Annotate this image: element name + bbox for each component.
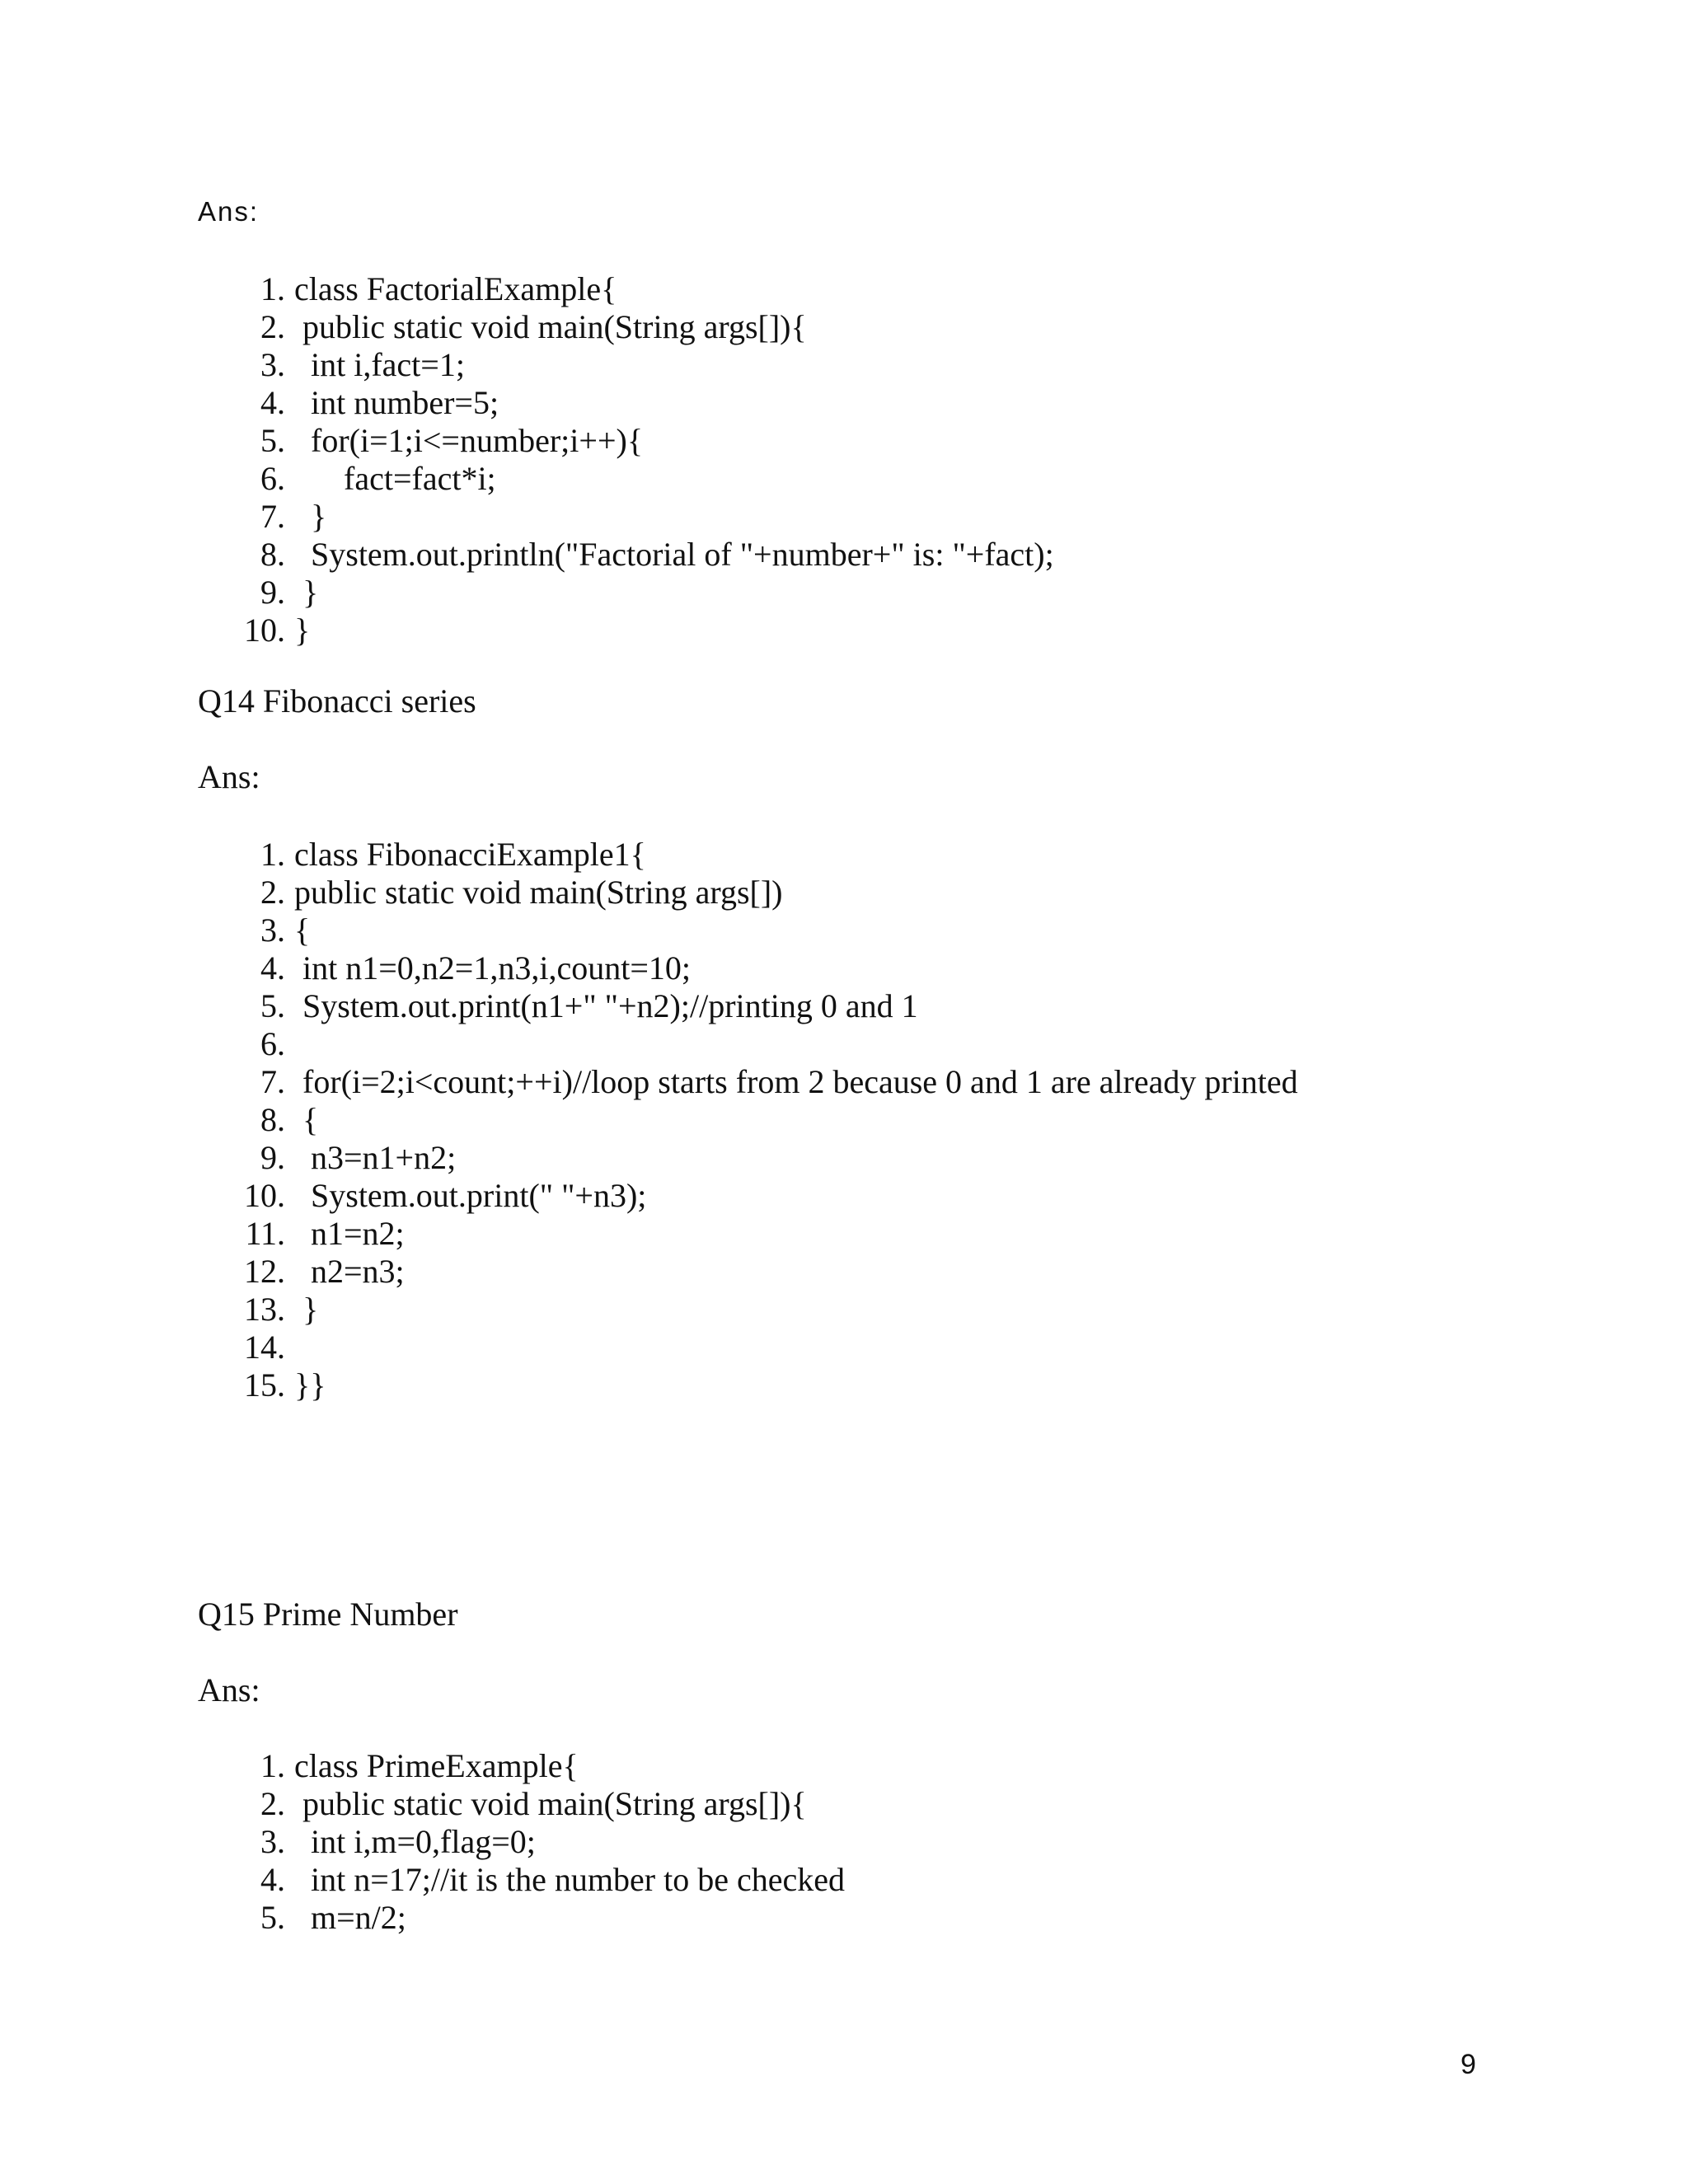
- line-number: 1.: [260, 1747, 285, 1784]
- code-text: }: [294, 612, 311, 649]
- code-text: m=n/2;: [294, 1899, 406, 1936]
- code-text: {: [294, 912, 311, 949]
- line-number: 8.: [260, 1101, 285, 1138]
- line-number: 9.: [260, 1139, 285, 1176]
- line-number: 7.: [260, 498, 285, 535]
- line-number: 10.: [244, 1177, 285, 1214]
- line-number: 5.: [260, 1899, 285, 1936]
- code-text: {: [294, 1101, 319, 1138]
- line-number: 1.: [260, 836, 285, 873]
- code-line: [198, 1025, 1599, 1063]
- answer-label-factorial: Ans:: [198, 196, 260, 227]
- line-number: 11.: [245, 1215, 285, 1252]
- code-text: int n1=0,n2=1,n3,i,count=10;: [294, 949, 691, 987]
- answer-label-q14: Ans:: [198, 758, 260, 795]
- code-text: }: [294, 1291, 319, 1328]
- code-text: int i,m=0,flag=0;: [294, 1823, 536, 1860]
- code-line: [198, 1823, 1599, 1861]
- line-number: 6.: [260, 1025, 285, 1062]
- line-number: 4.: [260, 949, 285, 987]
- line-number: 2.: [260, 874, 285, 911]
- line-number: 5.: [260, 422, 285, 459]
- line-number: 7.: [260, 1063, 285, 1100]
- fibonacci-code-listing: [198, 836, 1599, 1404]
- code-line: [198, 1139, 1599, 1177]
- line-number: 9.: [260, 574, 285, 611]
- line-number: 13.: [244, 1291, 285, 1328]
- code-line: [198, 1366, 1599, 1404]
- code-line: [198, 949, 1599, 987]
- code-text: System.out.print(" "+n3);: [294, 1177, 647, 1214]
- code-text: System.out.print(n1+" "+n2);//printing 0 and 1: [294, 987, 918, 1024]
- code-line: [198, 874, 1599, 912]
- line-number: 14.: [244, 1329, 285, 1366]
- code-line: [198, 1861, 1599, 1899]
- code-line: [198, 536, 1599, 574]
- code-line: [198, 836, 1599, 874]
- code-text: }: [294, 574, 319, 611]
- line-number: 6.: [260, 460, 285, 497]
- answer-label-q15: Ans:: [198, 1671, 260, 1708]
- code-line: [198, 422, 1599, 460]
- line-number: 3.: [260, 346, 285, 383]
- code-text: for(i=1;i<=number;i++){: [294, 422, 644, 459]
- question-title-q15: Q15 Prime Number: [198, 1596, 458, 1633]
- code-text: public static void main(String args[]){: [294, 1785, 807, 1822]
- code-line: [198, 612, 1599, 649]
- prime-code-listing: [198, 1747, 1599, 1937]
- line-number: 10.: [244, 612, 285, 649]
- code-line: [198, 1177, 1599, 1215]
- code-text: System.out.println("Factorial of "+number+" is: "+fact);: [294, 536, 1054, 573]
- code-line: [198, 987, 1599, 1025]
- code-line: [198, 1291, 1599, 1329]
- code-text: n3=n1+n2;: [294, 1139, 457, 1176]
- line-number: 3.: [260, 1823, 285, 1860]
- code-line: [198, 346, 1599, 384]
- line-number: 2.: [260, 308, 285, 345]
- code-line: [198, 1101, 1599, 1139]
- code-text: class PrimeExample{: [294, 1747, 579, 1784]
- code-text: public static void main(String args[]){: [294, 308, 807, 345]
- line-number: 15.: [244, 1366, 285, 1404]
- code-line: [198, 1899, 1599, 1937]
- code-line: [198, 1215, 1599, 1253]
- code-line: [198, 384, 1599, 422]
- code-text: for(i=2;i<count;++i)//loop starts from 2 because 0 and 1 are already printed: [294, 1063, 1298, 1100]
- code-line: [198, 1253, 1599, 1291]
- line-number: 2.: [260, 1785, 285, 1822]
- code-line: [198, 1063, 1599, 1101]
- code-text: class FibonacciExample1{: [294, 836, 646, 873]
- line-number: 3.: [260, 912, 285, 949]
- line-number: 12.: [244, 1253, 285, 1290]
- code-line: [198, 1329, 1599, 1366]
- code-text: int i,fact=1;: [294, 346, 465, 383]
- line-number: 1.: [260, 270, 285, 307]
- factorial-code-listing: [198, 270, 1599, 649]
- line-number: 4.: [260, 384, 285, 421]
- code-text: n2=n3;: [294, 1253, 405, 1290]
- code-text: }}: [294, 1366, 326, 1404]
- code-text: fact=fact*i;: [294, 460, 496, 497]
- code-text: int number=5;: [294, 384, 499, 421]
- code-text: class FactorialExample{: [294, 270, 617, 307]
- code-text: }: [294, 498, 327, 535]
- code-text: int n=17;//it is the number to be checked: [294, 1861, 845, 1898]
- line-number: 4.: [260, 1861, 285, 1898]
- code-line: [198, 308, 1599, 346]
- code-text: public static void main(String args[]): [294, 874, 783, 911]
- code-line: [198, 1785, 1599, 1823]
- page-number: 9: [1461, 2049, 1476, 2080]
- question-title-q14: Q14 Fibonacci series: [198, 682, 476, 719]
- line-number: 8.: [260, 536, 285, 573]
- line-number: 5.: [260, 987, 285, 1024]
- code-line: [198, 270, 1599, 308]
- code-line: [198, 460, 1599, 498]
- code-line: [198, 912, 1599, 949]
- code-line: [198, 498, 1599, 536]
- code-line: [198, 574, 1599, 612]
- code-text: n1=n2;: [294, 1215, 405, 1252]
- code-line: [198, 1747, 1599, 1785]
